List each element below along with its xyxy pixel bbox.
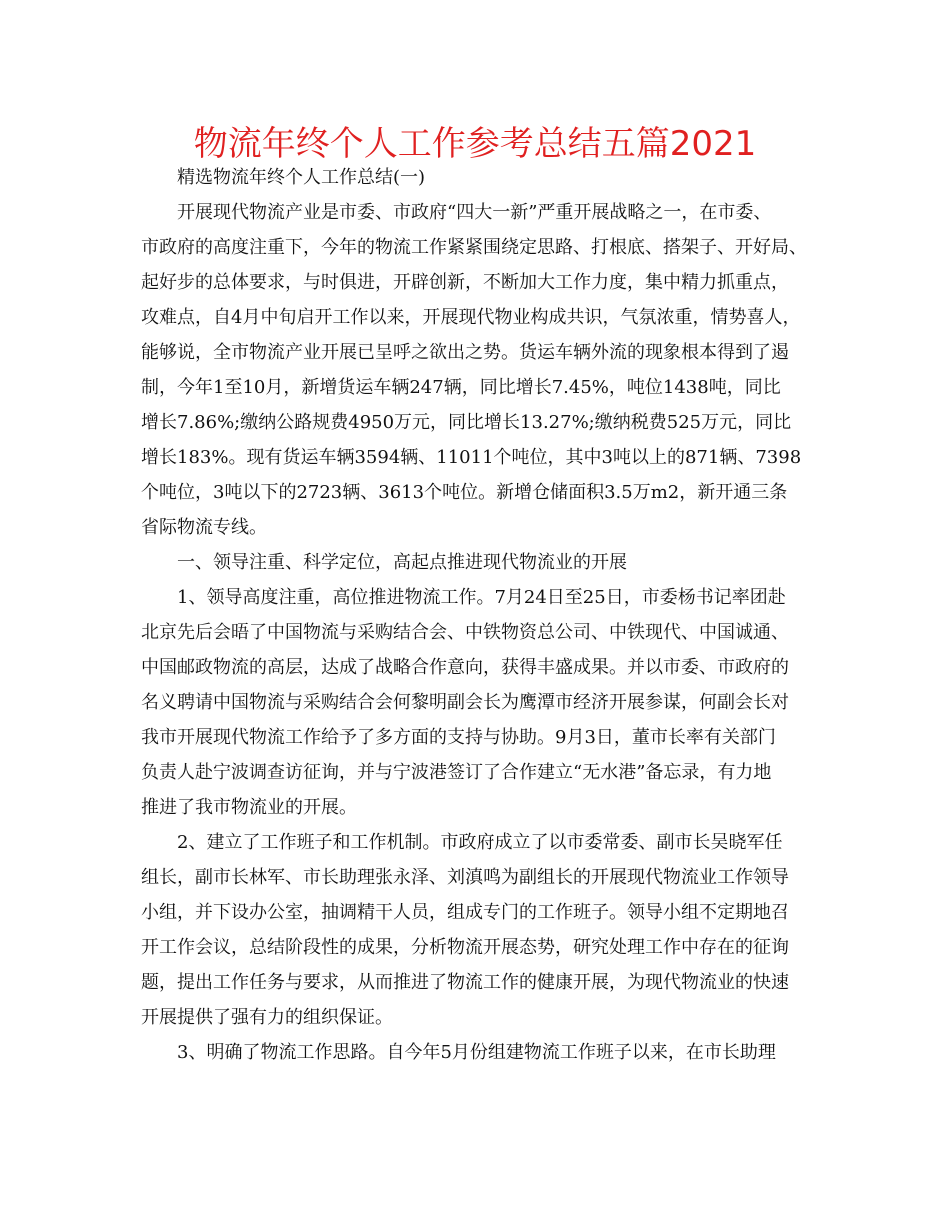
paragraph-line: 1、领导高度注重，高位推进物流工作。7月24日至25日，市委杨书记率团赴 — [141, 587, 786, 608]
subtitle-line: 精选物流年终个人工作总结(一) — [141, 167, 426, 188]
paragraph-line: 小组，并下设办公室，抽调精干人员，组成专门的工作班子。领导小组不定期地召 — [141, 902, 789, 923]
paragraph-line: 开展提供了强有力的组织保证。 — [141, 1007, 393, 1028]
paragraph-line: 能够说，全市物流产业开展已呈呼之欲出之势。货运车辆外流的现象根本得到了遏 — [141, 342, 789, 363]
paragraph-line: 组长，副市长林军、市长助理张永泽、刘滇鸣为副组长的开展现代物流业工作领导 — [141, 867, 789, 888]
section-heading: 一、领导注重、科学定位，高起点推进现代物流业的开展 — [141, 552, 627, 573]
paragraph-line: 增长183%。现有货运车辆3594辆、11011个吨位，其中3吨以上的871辆、7398 — [141, 447, 802, 468]
paragraph-line: 负责人赴宁波调查访征询，并与宁波港签订了合作建立“无水港”备忘录，有力地 — [141, 762, 772, 783]
paragraph-line: 起好步的总体要求，与时俱进，开辟创新，不断加大工作力度，集中精力抓重点， — [141, 272, 789, 293]
paragraph-line: 开工作会议，总结阶段性的成果，分析物流开展态势，研究处理工作中存在的征询 — [141, 937, 789, 958]
paragraph-line: 制，今年1至10月，新增货运车辆247辆，同比增长7.45%，吨位1438吨，同比 — [141, 377, 781, 398]
document-title: 物流年终个人工作参考总结五篇2021 — [193, 124, 757, 164]
paragraph-line: 我市开展现代物流工作给予了多方面的支持与协助。9月3日，董市长率有关部门 — [141, 727, 776, 748]
paragraph-line: 北京先后会晤了中国物流与采购结合会、中铁物资总公司、中铁现代、中国诚通、 — [141, 622, 789, 643]
paragraph-line: 攻难点，自4月中旬启开工作以来，开展现代物业构成共识，气氛浓重，情势喜人， — [141, 307, 801, 328]
paragraph-line: 3、明确了物流工作思路。自今年5月份组建物流工作班子以来，在市长助理 — [141, 1042, 776, 1063]
paragraph-line: 推进了我市物流业的开展。 — [141, 797, 357, 818]
paragraph-line: 增长7.86%;缴纳公路规费4950万元，同比增长13.27%;缴纳税费525万元，同比 — [141, 412, 792, 433]
paragraph-line: 个吨位，3吨以下的2723辆、3613个吨位。新增仓储面积3.5万m2，新开通三条 — [141, 482, 788, 503]
paragraph-line: 2、建立了工作班子和工作机制。市政府成立了以市委常委、副市长吴晓军任 — [141, 832, 783, 853]
paragraph-line: 名义聘请中国物流与采购结合会何黎明副会长为鹰潭市经济开展参谋，何副会长对 — [141, 692, 789, 713]
paragraph-line: 省际物流专线。 — [141, 517, 267, 538]
document-body — [141, 160, 813, 1070]
paragraph-line: 题，提出工作任务与要求，从而推进了物流工作的健康开展，为现代物流业的快速 — [141, 972, 789, 993]
paragraph-line: 开展现代物流产业是市委、市政府“四大一新”严重开展战略之一，在市委、 — [141, 202, 772, 223]
paragraph-line: 中国邮政物流的高层，达成了战略合作意向，获得丰盛成果。并以市委、市政府的 — [141, 657, 789, 678]
paragraph-line: 市政府的高度注重下，今年的物流工作紧紧围绕定思路、打根底、搭架子、开好局、 — [141, 237, 807, 258]
